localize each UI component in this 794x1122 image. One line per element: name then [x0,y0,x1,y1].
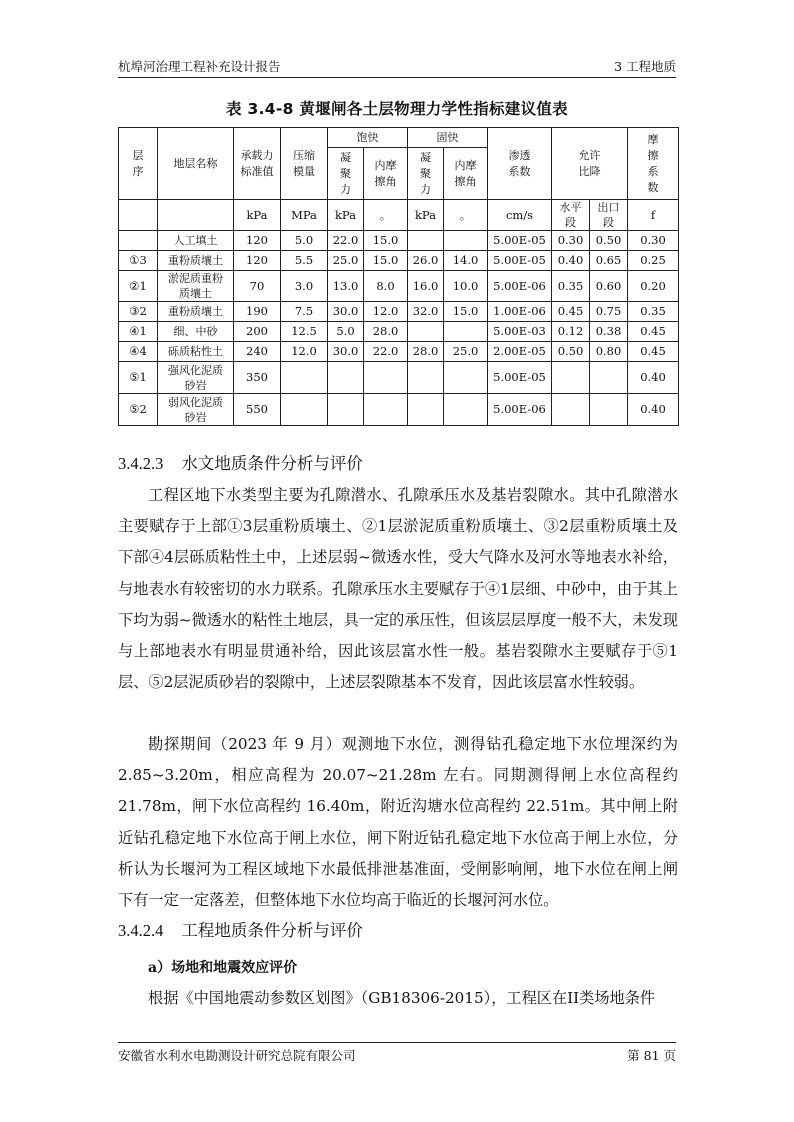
gradient-exit-cell: 0.60 [590,271,628,302]
layer-id-cell: ⑤2 [119,394,158,426]
paragraph-hydrogeology: 工程区地下水类型主要为孔隙潜水、孔隙承压水及基岩裂隙水。其中孔隙潜水主要赋存于上部①3层重粉质壤土、②1层淤泥质重粉质壤土、③2层重粉质壤土及下部④4层砾质粘性土中，上述层弱~微透水性，受大气降水及河水等地表水补给，与地表水有较密切的水力联系。孔隙承压水主要赋存于④1层细、中砂中，由于其上下均为弱~微透水的粘性土地层，具一定的承压性，但该层层厚度一般不大，未发现与上部地表水有明显贯通补给，因此该层富水性一般。基岩裂隙水主要赋存于⑤1层、⑤2层泥质砂岩的裂隙中，上述层裂隙基本不发育，因此该层富水性较弱。 [118,486,678,692]
cohesion-cons-cell [408,231,444,251]
bearing-cell: 350 [234,362,281,394]
friction-sat-cell [364,362,408,394]
table-row [119,302,679,322]
table-row [119,231,679,251]
page-number: 第 81 页 [627,1048,676,1063]
cohesion-sat-cell [328,394,364,426]
bearing-cell: 240 [234,342,281,362]
layer-id-cell: ③2 [119,302,158,322]
table-row [119,251,679,271]
page-footer [118,1046,676,1064]
cohesion-cons-cell: 28.0 [408,342,444,362]
cohesion-sat-cell: 30.0 [328,302,364,322]
friction-coef-cell: 0.35 [628,302,679,322]
friction-cons-cell [444,362,488,394]
footer-company: 安徽省水利水电勘测设计研究总院有限公司 [118,1048,356,1063]
friction-coef-cell: 0.45 [628,322,679,342]
friction-cons-cell [444,394,488,426]
cohesion-sat-cell: 13.0 [328,271,364,302]
header-friction-cons: 内摩擦角 [444,148,488,200]
gradient-exit-cell: 0.65 [590,251,628,271]
cohesion-sat-cell: 22.0 [328,231,364,251]
modulus-cell: 3.0 [281,271,328,302]
layer-name-cell: 淤泥质重粉质壤土 [158,271,234,302]
friction-cons-cell [444,231,488,251]
permeability-cell: 5.00E-05 [488,362,552,394]
gradient-horizontal-cell: 0.40 [552,251,590,271]
soil-properties-table [118,127,679,426]
header-chapter: 3 工程地质 [614,59,676,74]
section-number: 3.4.2.3 [118,454,164,473]
gradient-exit-cell: 0.80 [590,342,628,362]
gradient-horizontal-cell: 0.30 [552,231,590,251]
table-caption: 表 3.4-8 黄堰闸各土层物理力学性指标建议值表 [226,100,568,118]
gradient-horizontal-cell: 0.45 [552,302,590,322]
cohesion-cons-cell: 16.0 [408,271,444,302]
cohesion-cons-cell [408,394,444,426]
friction-coef-cell: 0.40 [628,394,679,426]
paragraph-groundwater-level: 勘探期间（2023 年 9 月）观测地下水位，测得钻孔稳定地下水位埋深约为2.85~3.20m，相应高程为 20.07~21.28m 左右。同期测得闸上水位高程约 21.78m，闸下水位高程约 16.40m，附近沟塘水位高程约 22.51m。其中闸上附近钻孔稳定地下水位高于闸上水位，闸下附近钻孔稳定地下水位高于闸上水位，分析认为长堰河为工程区域地下水最低排泄基准面，受闸影响闸，地下水位在闸上闸下有一定一定落差，但整体地下水位均高于临近的长堰河河水位。 [118,735,678,910]
unit-cell: f [628,200,679,231]
friction-sat-cell: 22.0 [364,342,408,362]
modulus-cell [281,394,328,426]
section-heading-3423 [118,450,363,474]
permeability-cell: 5.00E-06 [488,394,552,426]
modulus-cell: 5.0 [281,231,328,251]
layer-name-cell: 弱风化泥质砂岩 [158,394,234,426]
layer-id-cell: ④4 [119,342,158,362]
layer-name-cell: 强风化泥质砂岩 [158,362,234,394]
gradient-horizontal-cell: 0.12 [552,322,590,342]
header-name: 地层名称 [158,128,234,200]
header-friction-sat: 内摩擦角 [364,148,408,200]
cohesion-cons-cell: 32.0 [408,302,444,322]
cohesion-sat-cell [328,362,364,394]
modulus-cell: 12.0 [281,342,328,362]
table-row [119,394,679,426]
unit-cell: kPa [328,200,364,231]
page-header [118,55,676,75]
friction-coef-cell: 0.25 [628,251,679,271]
gradient-horizontal-cell: 0.50 [552,342,590,362]
unit-cell: kPa [234,200,281,231]
gradient-exit-cell: 0.75 [590,302,628,322]
table-body [119,231,679,426]
bearing-cell: 200 [234,322,281,342]
bearing-cell: 190 [234,302,281,322]
layer-name-cell: 砾质粘性土 [158,342,234,362]
gradient-exit-cell [590,394,628,426]
unit-exit: 出口段 [590,200,628,231]
layer-name-cell: 重粉质壤土 [158,251,234,271]
friction-cons-cell: 14.0 [444,251,488,271]
header-bearing: 承载力标准值 [234,128,281,200]
layer-name-cell: 人工填土 [158,231,234,251]
layer-id-cell: ④1 [119,322,158,342]
cohesion-cons-cell [408,362,444,394]
friction-coef-cell: 0.40 [628,362,679,394]
table-row [119,322,679,342]
layer-id-cell [119,231,158,251]
subsection-heading-a: a）场地和地震效应评价 [148,960,298,976]
unit-cell: MPa [281,200,328,231]
bearing-cell: 550 [234,394,281,426]
section-number: 3.4.2.4 [118,921,164,940]
friction-cons-cell: 15.0 [444,302,488,322]
header-allowable-gradient: 允许比降 [552,128,628,200]
friction-sat-cell: 12.0 [364,302,408,322]
section-title: 工程地质条件分析与评价 [181,921,363,940]
layer-id-cell: ②1 [119,271,158,302]
header-friction-coef: 摩擦系数 [628,128,679,200]
modulus-cell: 5.5 [281,251,328,271]
friction-sat-cell: 28.0 [364,322,408,342]
modulus-cell: 7.5 [281,302,328,322]
friction-coef-cell: 0.30 [628,231,679,251]
header-modulus: 压缩模量 [281,128,328,200]
modulus-cell: 12.5 [281,322,328,342]
friction-sat-cell: 15.0 [364,251,408,271]
permeability-cell: 5.00E-05 [488,231,552,251]
gradient-horizontal-cell: 0.35 [552,271,590,302]
header-permeability: 渗透系数 [488,128,552,200]
layer-id-cell: ①3 [119,251,158,271]
friction-coef-cell: 0.20 [628,271,679,302]
unit-cell: kPa [408,200,444,231]
friction-sat-cell [364,394,408,426]
header-cohesion-cons: 凝聚力 [408,148,444,200]
layer-name-cell: 细、中砂 [158,322,234,342]
modulus-cell [281,362,328,394]
permeability-cell: 1.00E-06 [488,302,552,322]
header-consolidated-quick: 固快 [408,128,488,148]
gradient-horizontal-cell [552,362,590,394]
header-saturated-quick: 饱快 [328,128,408,148]
gradient-exit-cell [590,362,628,394]
unit-cell: 。 [364,200,408,231]
gradient-horizontal-cell [552,394,590,426]
friction-sat-cell: 8.0 [364,271,408,302]
permeability-cell: 5.00E-03 [488,322,552,342]
table-row [119,342,679,362]
gradient-exit-cell: 0.50 [590,231,628,251]
section-heading-3424 [118,917,363,941]
unit-cell: 。 [444,200,488,231]
cohesion-sat-cell: 5.0 [328,322,364,342]
unit-blank [119,200,158,231]
permeability-cell: 5.00E-05 [488,251,552,271]
bearing-cell: 120 [234,231,281,251]
cohesion-sat-cell: 25.0 [328,251,364,271]
permeability-cell: 2.00E-05 [488,342,552,362]
unit-cell: cm/s [488,200,552,231]
layer-name-cell: 重粉质壤土 [158,302,234,322]
header-layer: 层序 [119,128,158,200]
unit-horizontal: 水平段 [552,200,590,231]
friction-cons-cell: 25.0 [444,342,488,362]
friction-coef-cell: 0.45 [628,342,679,362]
header-rule [118,77,676,78]
friction-cons-cell: 10.0 [444,271,488,302]
cohesion-cons-cell [408,322,444,342]
section-title: 水文地质条件分析与评价 [181,454,363,473]
table-row [119,362,679,394]
friction-sat-cell: 15.0 [364,231,408,251]
permeability-cell: 5.00E-06 [488,271,552,302]
bearing-cell: 70 [234,271,281,302]
unit-blank [158,200,234,231]
layer-id-cell: ⑤1 [119,362,158,394]
header-report-title: 杭埠河治理工程补充设计报告 [118,59,281,74]
cohesion-sat-cell: 30.0 [328,342,364,362]
friction-cons-cell [444,322,488,342]
bearing-cell: 120 [234,251,281,271]
paragraph-seismic: 根据《中国地震动参数区划图》（GB18306-2015），工程区在II类场地条件 [148,989,656,1007]
table-row [119,271,679,302]
footer-rule [118,1042,676,1043]
header-cohesion-sat: 凝聚力 [328,148,364,200]
gradient-exit-cell: 0.38 [590,322,628,342]
cohesion-cons-cell: 26.0 [408,251,444,271]
